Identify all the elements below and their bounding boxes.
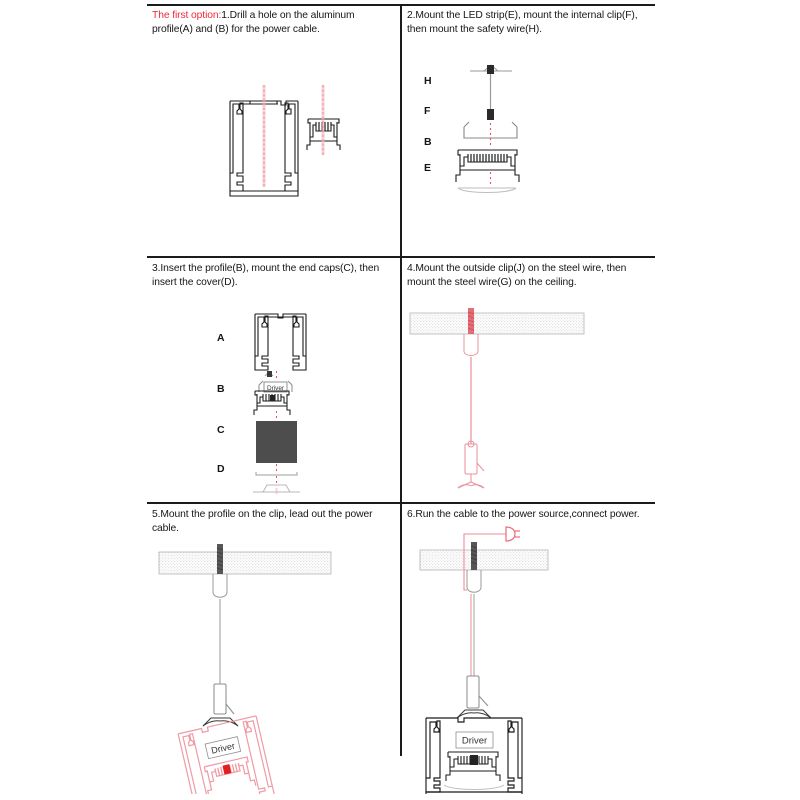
panel-6-line1: 6.Run the cable to the power source,connect xyxy=(407,509,608,520)
panel-1-artwork xyxy=(147,5,400,256)
panel-3-line1: 3.Insert the profile(B), mount the end caps(C), xyxy=(152,263,357,274)
panel-step-4 xyxy=(402,258,655,502)
panel-1-highlight: The first option: xyxy=(152,10,222,21)
panel-step-2 xyxy=(402,5,655,256)
panel-3-label-b: B xyxy=(217,383,225,395)
panel-3-driver-label: Driver xyxy=(266,384,285,392)
panel-1-line1: 1.Drill a hole on the aluminum xyxy=(221,10,355,21)
panel-step-1 xyxy=(147,5,400,256)
panel-step-6 xyxy=(402,504,655,794)
panel-step-5 xyxy=(147,504,400,794)
panel-2-label-h: H xyxy=(424,75,432,87)
panel-5-driver-label: Driver xyxy=(210,740,236,756)
panel-4-artwork xyxy=(402,258,655,502)
panel-1-line2: profile(A) and (B) for the power cable. xyxy=(152,24,320,36)
panel-5-line2: power cable. xyxy=(152,509,373,535)
panel-3-cover-block xyxy=(256,421,297,463)
panel-5-line1: 5.Mount the profile on the clip, lead out the xyxy=(152,509,343,520)
panel-6-artwork xyxy=(402,504,655,794)
instruction-sheet xyxy=(147,4,655,794)
panel-3-line2: then insert the cover(D). xyxy=(152,263,380,289)
power-plug-icon xyxy=(506,527,520,541)
panel-2-line2: clip(F), then mount the safety wire(H). xyxy=(407,10,638,36)
panel-3-label-d: D xyxy=(217,463,225,475)
panel-5-artwork xyxy=(147,504,400,794)
panel-3-label-a: A xyxy=(217,332,225,344)
panel-4-ceiling xyxy=(410,313,584,334)
panel-6-ceiling xyxy=(420,550,548,570)
panel-5-ceiling xyxy=(159,552,331,574)
panel-6-line2: power. xyxy=(609,509,640,520)
panel-2-label-b: B xyxy=(424,136,432,148)
panel-6-driver-label: Driver xyxy=(461,735,488,747)
panel-2-line1: 2.Mount the LED strip(E), mount the internal xyxy=(407,10,605,21)
panel-4-line1: 4.Mount the outside clip(J) on the steel wire, xyxy=(407,263,604,274)
panel-3-label-c: C xyxy=(217,424,225,436)
panel-3-artwork xyxy=(147,258,400,502)
panel-2-label-e: E xyxy=(424,162,432,174)
panel-2-label-f: F xyxy=(424,105,431,117)
panel-2-artwork xyxy=(402,5,655,256)
panel-4-line2: then mount the steel wire(G) on the ceiling. xyxy=(407,263,627,289)
panel-step-3 xyxy=(147,258,400,502)
